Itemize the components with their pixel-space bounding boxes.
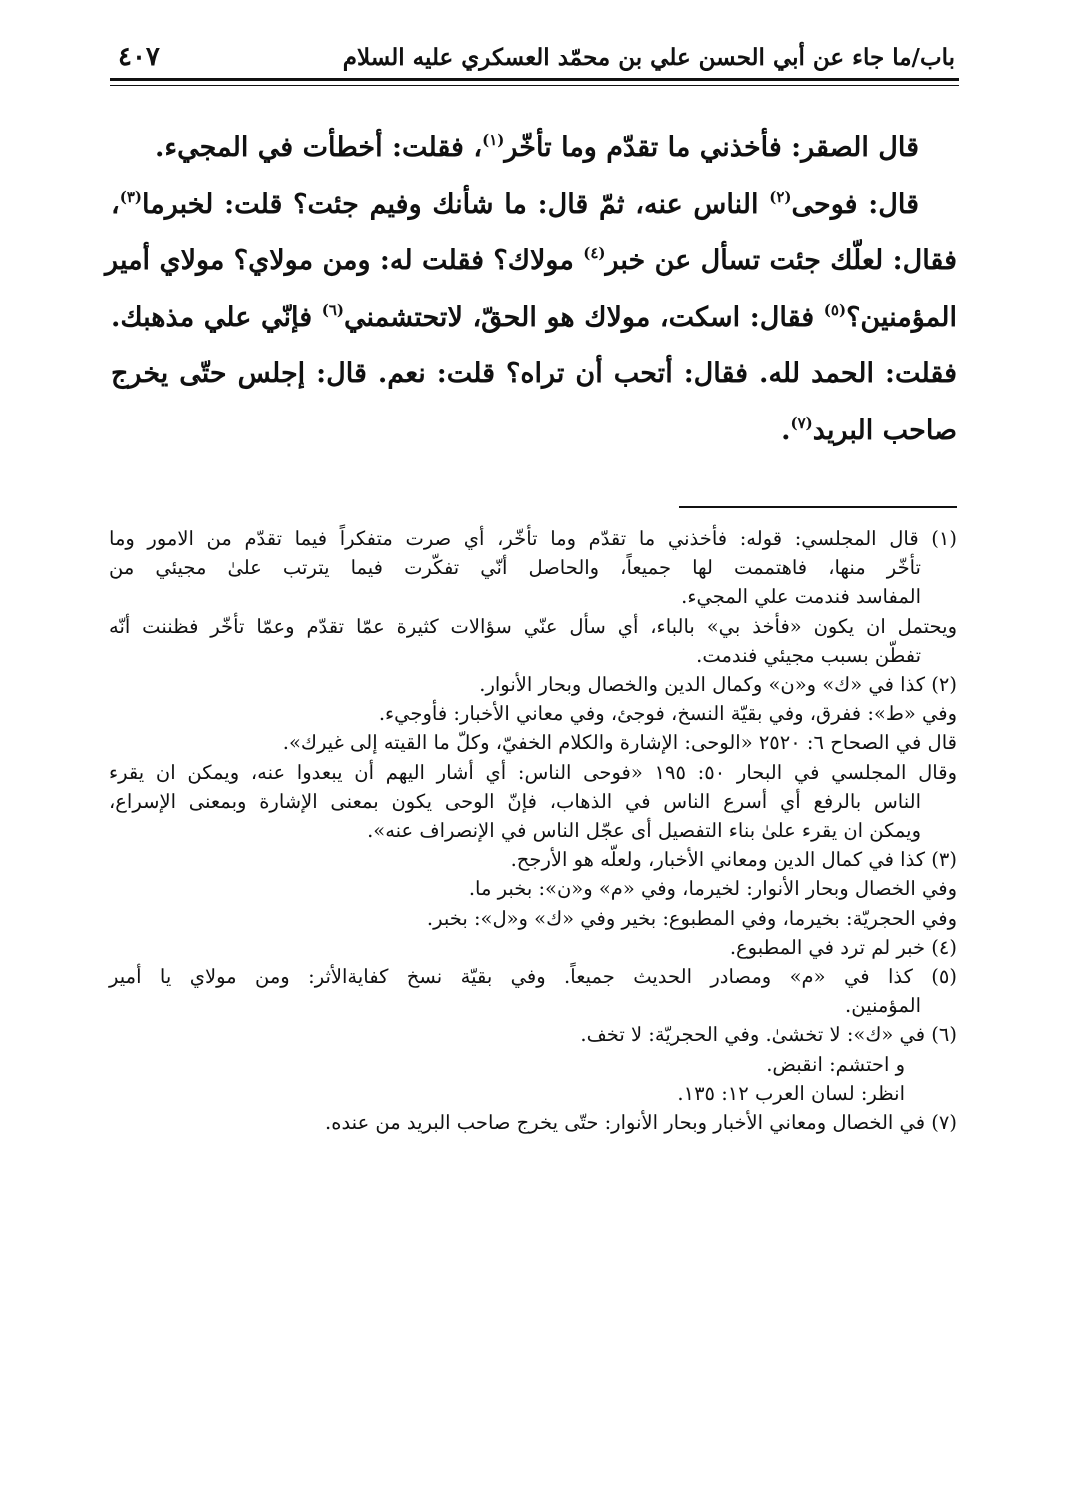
footnote-line: (٤) خبر لم ترد في المطبوع.	[729, 935, 957, 959]
footnote-line: ويحتمل ان يكون «فأخذ بي» بالباء، أي سأل عنّي سؤالات كثيرة عمّا تقدّم وعمّا تأخّر فظننت أنّه	[109, 614, 957, 638]
footnote-line: (٦) في «ك»: لا تخشىٰ. وفي الحجريّة: لا تخف.	[580, 1023, 957, 1047]
footnote-line: ويمكن ان يقرء علىٰ بناء التفصيل أى عجّل الناس في الإنصراف عنه».	[367, 819, 921, 843]
footnote-line: تفطّن بسبب مجيئي فندمت.	[696, 643, 921, 667]
footnote-line: وقال المجلسي في البحار ٥٠: ١٩٥ «فوحى الناس: أي أشار اليهم أن يبعدوا عنه، ويمكن ان يقرء	[109, 760, 957, 784]
footnote-line: تأخّر منها، فاهتممت لها جميعاً، والحاصل أنّي تفكّرت فيما يترتب علىٰ مجيئي من	[109, 556, 921, 580]
footnote-ref: (٧)	[790, 413, 813, 432]
footnote-line: (١) قال المجلسي: قوله: فأخذني ما تقدّم وما تأخّر، أي صرت متفكراً فيما تقدّم من الامور وما	[109, 527, 957, 550]
footnote-separator	[679, 506, 957, 508]
footnote-ref: (٣)	[119, 187, 142, 206]
footnote-line: انظر: لسان العرب ١٢: ١٣٥.	[677, 1081, 905, 1105]
footnote-line: (٥) كذا في «م» ومصادر الحديث جميعاً. وفي بقيّة نسخ كفايةالأثر: ومن مولاي يا أمير	[109, 965, 957, 989]
footnote-line: و احتشم: انقبض.	[766, 1052, 905, 1076]
text-line: فقال: لعلّك جئت تسأل عن خبر$^{(٤)}$ مولاك؟ فقلت له: ومن مولاي؟ مولاي أمير	[105, 244, 957, 277]
footnotes	[109, 524, 957, 1137]
footnote-line: وفي «ط»: ففرق، وفي بقيّة النسخ، فوجئ، وفي معاني الأخبار: فأوجيء.	[378, 702, 957, 726]
running-title: باب/ما جاء عن أبي الحسن علي بن محمّد العسكري عليه السلام	[342, 44, 955, 71]
footnote-line: (٢) كذا في «ك» و«ن» وكمال الدين والخصال وبحار الأنوار.	[479, 673, 957, 697]
text-line: المؤمنين؟$^{(٥)}$ فقال: اسكت، مولاك هو الحقّ، لاتحتشمني$^{(٦)}$ فإنّي علي مذهبك.	[111, 300, 957, 333]
text-line: فقلت: الحمد لله. فقال: أتحب أن تراه؟ قلت: نعم. قال: إجلس حتّى يخرج	[111, 358, 957, 390]
footnote-line: الناس بالرفع أي أسرع الناس في الذهاب، فإنّ الوحى يكون بمعنى الإشارة وبمعنى الإسراع،	[109, 789, 921, 813]
footnote-ref: (١)	[482, 131, 505, 149]
footnote-line: وفي الخصال وبحار الأنوار: لخيرما، وفي «م» و«ن»: بخبر ما.	[468, 877, 957, 901]
footnote-ref: (٢)	[769, 187, 792, 206]
header-rule-thin	[110, 85, 959, 86]
footnote-line: المفاسد فندمت علي المجيء.	[681, 585, 921, 609]
header-rule	[110, 78, 959, 81]
footnote-line: وفي الحجريّة: بخيرما، وفي المطبوع: بخير وفي «ك» و«ل»: بخبر.	[426, 906, 957, 930]
footnote-line: قال في الصحاح ٦: ٢٥٢٠ «الوحى: الإشارة والكلام الخفيّ، وكلّ ما القيته إلى غيرك».	[282, 731, 957, 755]
text-line: قال الصقر: فأخذني ما تقدّم وما تأخّر$^{(١)}$، فقلت: أخطأت في المجيء.	[155, 131, 919, 163]
footnote-line: المؤمنين.	[845, 994, 921, 1018]
footnote-ref: (٤)	[583, 244, 606, 263]
page-number: ٤٠٧	[118, 42, 160, 72]
footnote-ref: (٦)	[321, 300, 344, 319]
page-header	[110, 40, 959, 80]
main-text	[105, 120, 957, 460]
text-line: صاحب البريد$^{(٧)}$.	[781, 413, 957, 446]
footnote-ref: (٥)	[823, 300, 847, 319]
footnote-line: (٣) كذا في كمال الدين ومعاني الأخبار، ولعلّه هو الأرجح.	[510, 848, 957, 872]
text-line: قال: فوحى$^{(٢)}$ الناس عنه، ثمّ قال: ما شأنك وفيم جئت؟ قلت: لخبرما$^{(٣)}$،	[111, 187, 919, 220]
footnote-line: (٧) في الخصال ومعاني الأخبار وبحار الأنوار: حتّى يخرج صاحب البريد من عنده.	[325, 1111, 957, 1135]
